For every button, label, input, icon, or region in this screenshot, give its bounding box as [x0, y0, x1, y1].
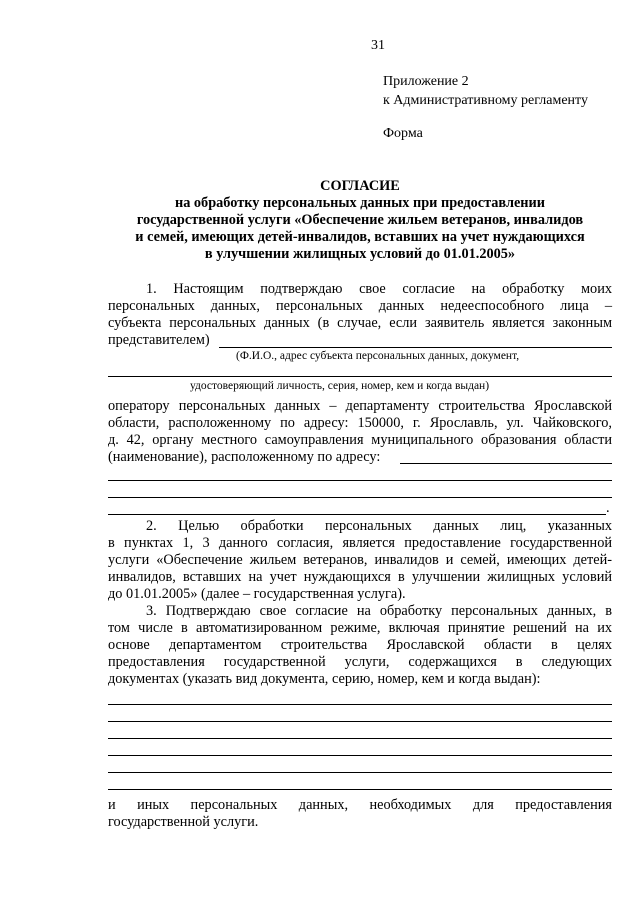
paragraph-3-line: государственной услуги.	[108, 814, 259, 830]
paragraph-1-line: д. 42, органу местного самоуправления муниципального образования области	[108, 432, 612, 448]
field-hint: удостоверяющий личность, серия, номер, кем и когда выдан)	[190, 380, 490, 392]
paragraph-2-line: до 01.01.2005» (далее – государственная услуга).	[108, 586, 406, 602]
fill-in-line[interactable]	[108, 721, 612, 722]
document-subtitle-line: и семей, имеющих детей-инвалидов, вставших на учет нуждающихся	[135, 229, 585, 245]
paragraph-3-line: том числе в автоматизированном режиме, включая принятие решений на их	[108, 620, 612, 636]
appendix-label: Приложение 2	[383, 74, 469, 89]
fill-in-line[interactable]	[108, 772, 612, 773]
document-subtitle-line: на обработку персональных данных при предоставлении	[174, 195, 546, 211]
document-subtitle-line: государственной услуги «Обеспечение жильем ветеранов, инвалидов	[136, 212, 584, 228]
fill-in-line[interactable]	[108, 497, 612, 498]
document-heading: СОГЛАСИЕ	[320, 178, 400, 194]
paragraph-1-line: субъекта персональных данных (в случае, если заявитель является законным	[108, 315, 612, 331]
fill-in-line[interactable]	[108, 755, 612, 756]
paragraph-1-line: 1. Настоящим подтверждаю свое согласие на обработку моих	[146, 281, 612, 297]
paragraph-2-line: инвалидов, вставших на учет нуждающихся в улучшении жилищных условий	[108, 569, 612, 585]
paragraph-3-line: и иных персональных данных, необходимых для предоставления	[108, 797, 612, 813]
paragraph-1-line: (наименование), расположенному по адресу:	[108, 449, 381, 465]
paragraph-1-line: представителем)	[108, 332, 210, 348]
fill-in-line[interactable]	[108, 514, 606, 515]
paragraph-1-line: оператору персональных данных – департаменту строительства Ярославской	[108, 398, 612, 414]
fill-in-line[interactable]	[108, 738, 612, 739]
fill-in-line[interactable]	[219, 347, 612, 348]
paragraph-3-line: 3. Подтверждаю свое согласие на обработку персональных данных, в	[146, 603, 612, 619]
paragraph-1-line: области, расположенному по адресу: 150000, г. Ярославль, ул. Чайковского,	[108, 415, 612, 431]
form-label: Форма	[383, 126, 423, 141]
fill-in-line[interactable]	[108, 789, 612, 790]
field-hint: (Ф.И.О., адрес субъекта персональных данных, документ,	[236, 350, 520, 362]
fill-in-line[interactable]	[108, 480, 612, 481]
paragraph-3-line: основе департаментом строительства Ярославской области в целях	[108, 637, 612, 653]
fill-in-line[interactable]	[108, 704, 612, 705]
fill-in-line[interactable]	[108, 376, 612, 377]
paragraph-2-line: в пунктах 1, 3 данного согласия, является предоставление государственной	[108, 535, 612, 551]
end-period: .	[606, 500, 610, 516]
paragraph-2-line: услуги «Обеспечение жильем ветеранов, инвалидов и семей, имеющих детей-	[108, 552, 612, 568]
paragraph-3-line: документах (указать вид документа, серию, номер, кем и когда выдан):	[108, 671, 541, 687]
document-subtitle-line: в улучшении жилищных условий до 01.01.2005»	[204, 246, 516, 262]
paragraph-3-line: предоставления государственной услуги, содержащихся в следующих	[108, 654, 612, 670]
page-number: 31	[371, 38, 385, 53]
appendix-reference: к Административному регламенту	[383, 93, 588, 108]
paragraph-1-line: персональных данных, персональных данных недееспособного лица –	[108, 298, 612, 314]
fill-in-line[interactable]	[400, 463, 612, 464]
paragraph-2-line: 2. Целью обработки персональных данных лиц, указанных	[146, 518, 612, 534]
